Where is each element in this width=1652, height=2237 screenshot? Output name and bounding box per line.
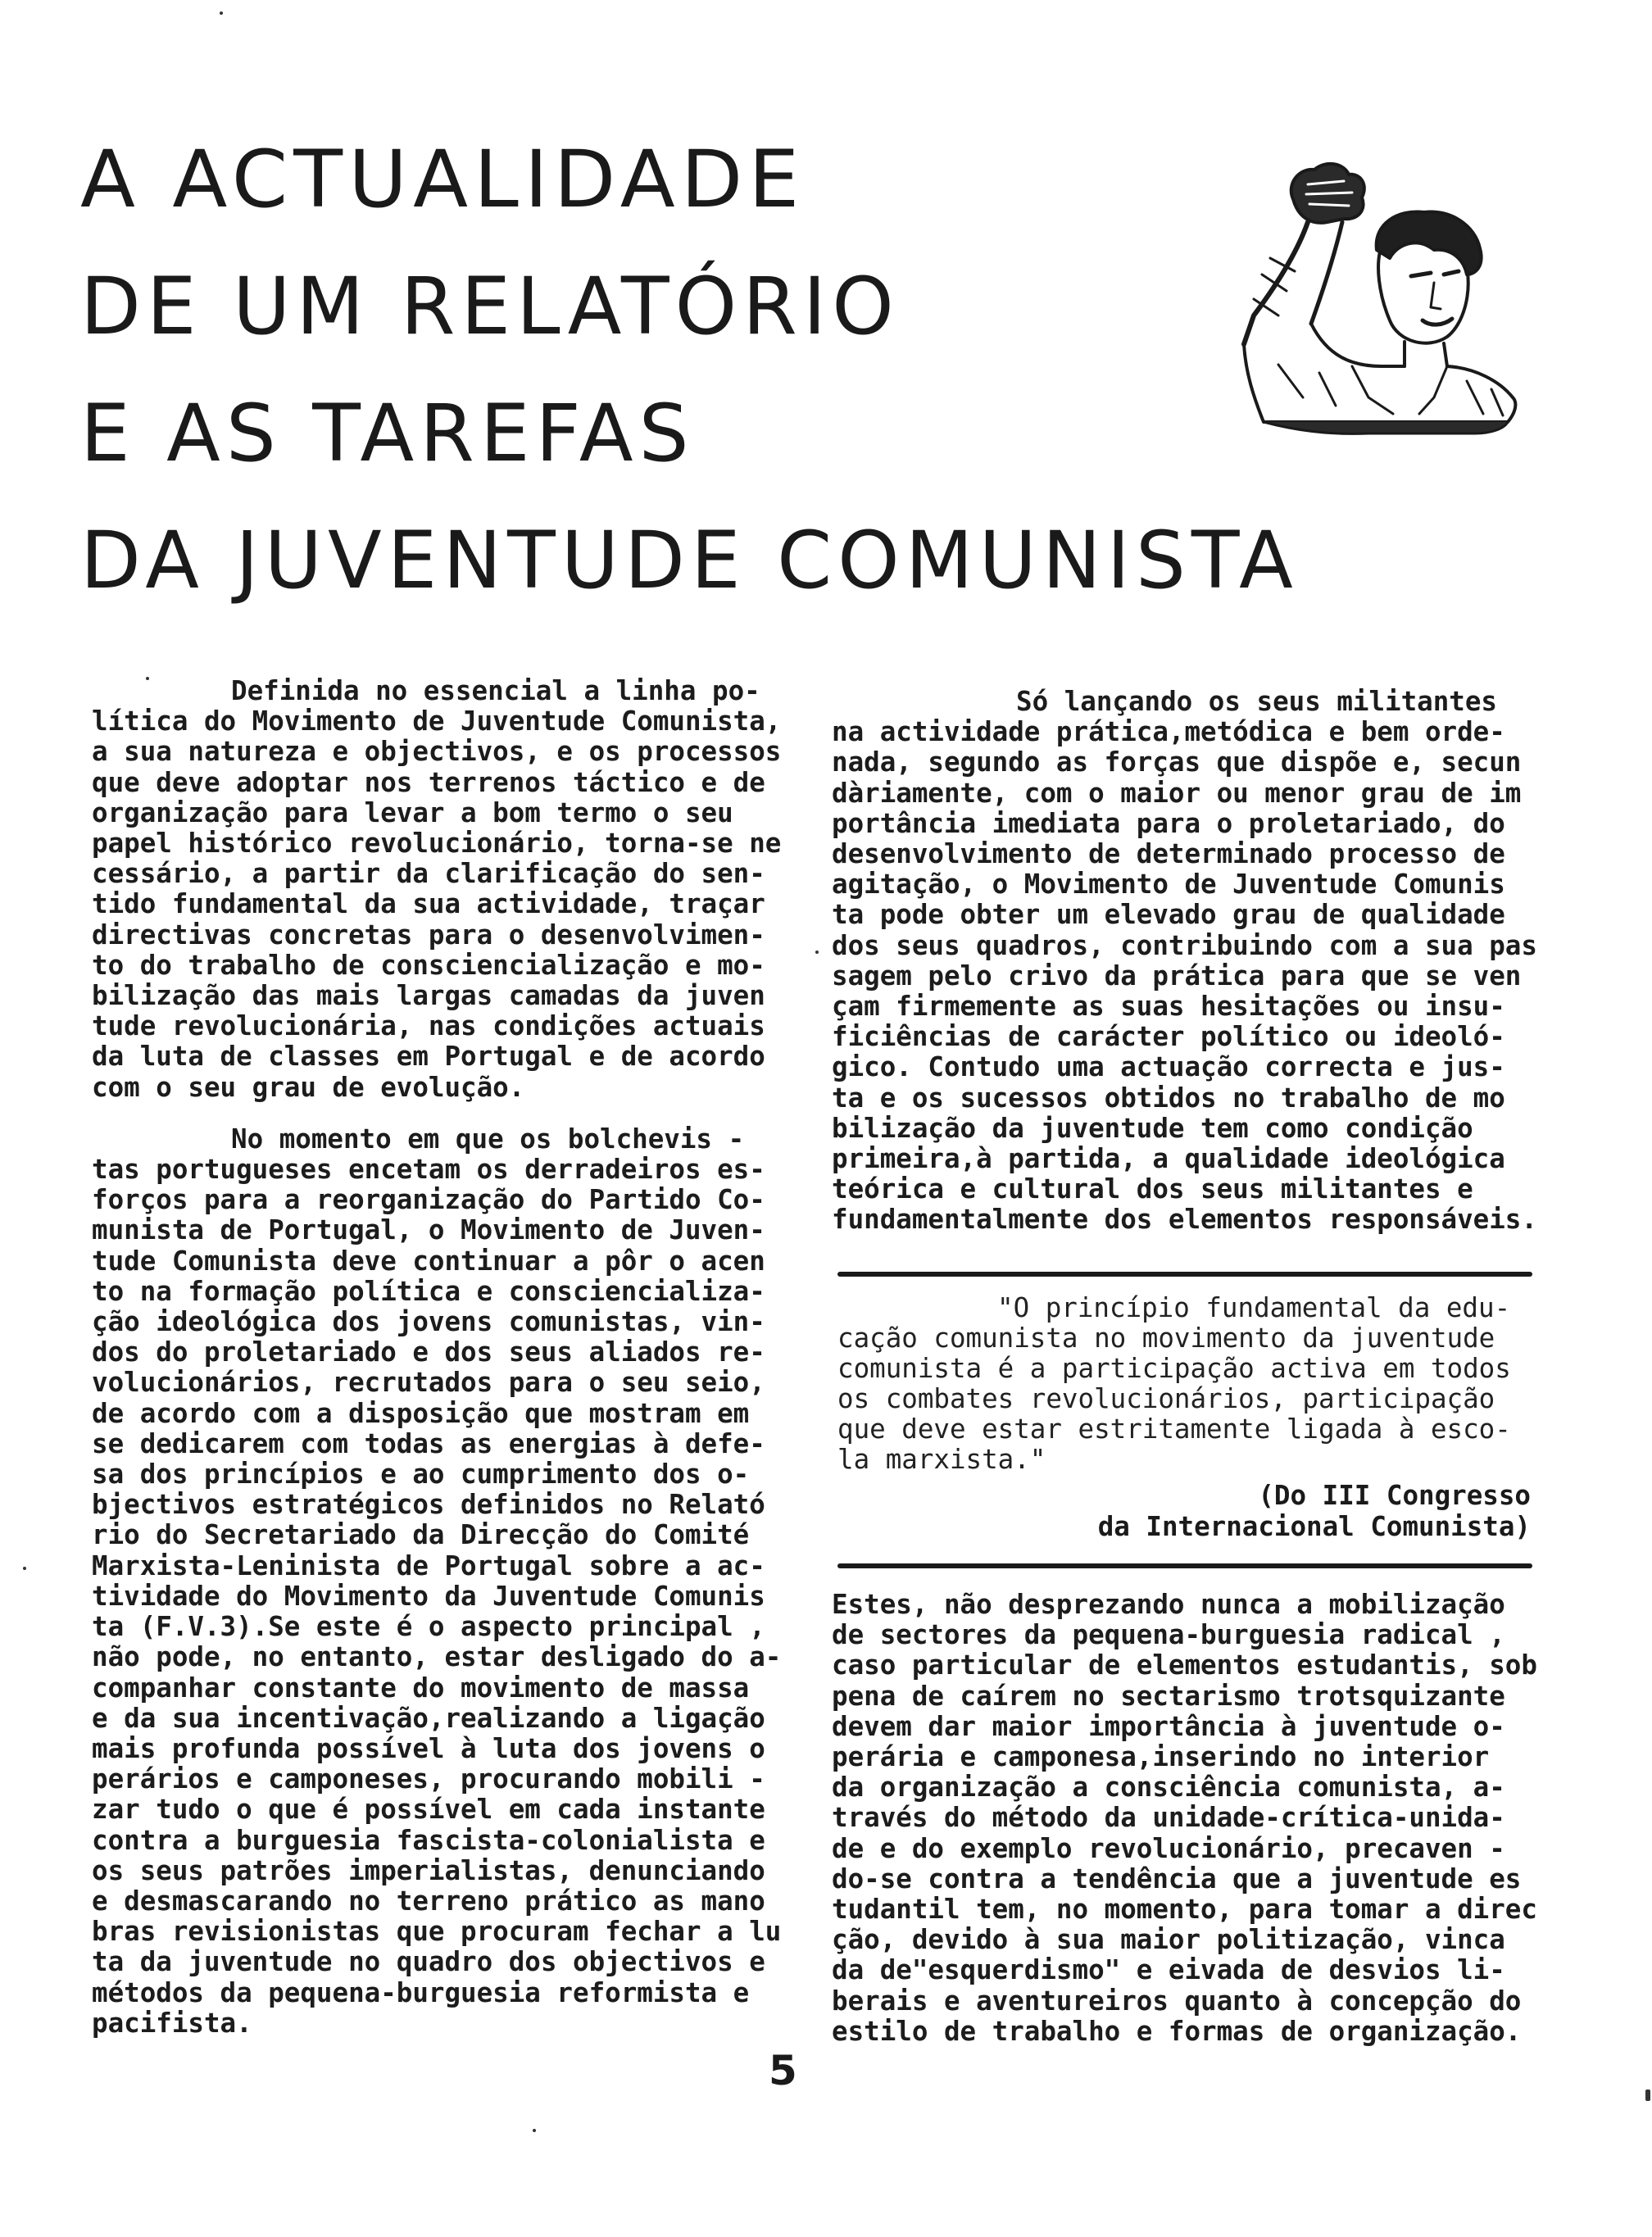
quote-attribution [1098, 1480, 1531, 1542]
title-line-1: A ACTUALIDADE [80, 134, 806, 225]
scan-speck [815, 951, 819, 954]
text-line: çam firmemente as suas hesitações ou insu- [832, 991, 1505, 1023]
text-line: tude revolucionária, nas condições actuais [92, 1010, 765, 1042]
text-line: não pode, no entanto, estar desligado do a- [92, 1641, 782, 1673]
text-line: organização para levar a bom termo o seu [92, 796, 733, 828]
scan-speck [23, 1567, 26, 1570]
text-line: munista de Portugal, o Movimento de Juven- [92, 1214, 765, 1246]
left-paragraph-1 [92, 675, 782, 1103]
title-line-3: E AS TAREFAS [80, 388, 695, 479]
text-line: bras revisionistas que procuram fechar a lu [92, 1916, 782, 1948]
text-line: devem dar maior importância à juventude o- [832, 1710, 1505, 1742]
text-line: rio do Secretariado da Direcção do Comité [92, 1519, 750, 1551]
text-line: bilização da juventude tem como condição [832, 1112, 1473, 1144]
text-line: lítica do Movimento de Juventude Comunista, [92, 706, 782, 737]
text-line: tude Comunista deve continuar a pôr o acen [92, 1245, 765, 1277]
page-number: 5 [769, 2047, 797, 2094]
text-line: e da sua incentivação,realizando a ligação [92, 1702, 765, 1734]
article-title [80, 134, 1408, 647]
text-line: Só lançando os seus militantes [1016, 686, 1497, 717]
text-line: to na formação política e consciencializa- [92, 1275, 765, 1307]
divider-rule-top [837, 1272, 1532, 1277]
text-line: da organização a consciência comunista, a- [832, 1772, 1505, 1804]
scan-speck [533, 2129, 536, 2132]
text-line: directivas concretas para o desenvolvimen- [92, 919, 765, 951]
title-line-4: DA JUVENTUDE COMUNISTA [80, 515, 1299, 606]
quote-line: os combates revolucionários, participação [837, 1383, 1495, 1414]
text-line: teórica e cultural dos seus militantes e [832, 1173, 1473, 1205]
scan-speck [146, 677, 149, 680]
text-line: de e do exemplo revolucionário, precaven - [832, 1832, 1505, 1864]
quote-line: cação comunista no movimento da juventude [837, 1323, 1495, 1354]
text-line: ta (F.V.3).Se este é o aspecto principal , [92, 1611, 765, 1643]
text-line: tudantil tem, no momento, para tomar a direc [832, 1894, 1537, 1926]
text-line: ta pode obter um elevado grau de qualidade [832, 899, 1505, 931]
right-paragraph-2 [832, 1590, 1537, 2047]
text-line: primeira,à partida, a qualidade ideológica [832, 1143, 1505, 1175]
text-line: agitação, o Movimento de Juventude Comunis [832, 869, 1505, 901]
attribution-line: (Do III Congresso [1258, 1480, 1531, 1511]
text-line: se dedicarem com todas as energias à defe- [92, 1427, 765, 1459]
text-line: caso particular de elementos estudantis, sob [832, 1649, 1537, 1681]
text-line: fundamentalmente dos elementos responsáveis. [832, 1204, 1537, 1236]
text-line: que deve adoptar nos terrenos táctico e de [92, 766, 765, 798]
text-line: sa dos princípios e ao cumprimento dos o- [92, 1459, 750, 1491]
quote-line: la marxista." [837, 1444, 1046, 1475]
text-line: to do trabalho de consciencialização e mo- [92, 949, 765, 981]
text-line: métodos da pequena-burguesia reformista e [92, 1976, 750, 2008]
text-line: a sua natureza e objectivos, e os processos [92, 736, 782, 768]
right-column-top [832, 687, 1536, 1236]
text-line: do-se contra a tendência que a juventude es [832, 1863, 1522, 1894]
text-line: dàriamente, com o maior ou menor grau de im [832, 777, 1522, 809]
quote-line: que deve estar estritamente ligada à esco- [837, 1413, 1511, 1445]
text-line: tividade do Movimento da Juventude Comunis [92, 1580, 765, 1612]
text-line: companhar constante do movimento de massa [92, 1672, 750, 1704]
text-line: com o seu grau de evolução. [92, 1071, 525, 1103]
text-line: mais profunda possível à luta dos jovens o [92, 1732, 765, 1764]
text-line: pena de caírem no sectarismo trotsquizante [832, 1680, 1505, 1712]
raised-fist-illustration [1229, 152, 1524, 455]
text-line: da luta de classes em Portugal e de acordo [92, 1041, 765, 1073]
text-line: Marxista-Leninista de Portugal sobre a ac- [92, 1550, 765, 1581]
right-column-bottom [832, 1590, 1537, 2047]
text-line: os seus patrões imperialistas, denunciando [92, 1854, 765, 1886]
text-line: través do método da unidade-crítica-unida- [832, 1802, 1505, 1834]
text-line: bilização das mais largas camadas da juven [92, 980, 765, 1012]
text-line: tido fundamental da sua actividade, traçar [92, 888, 765, 920]
scan-speck [1645, 2090, 1650, 2101]
quote-line: "O princípio fundamental da edu- [997, 1292, 1511, 1323]
text-line: ção ideológica dos jovens comunistas, vin- [92, 1306, 765, 1338]
title-line-2: DE UM RELATÓRIO [80, 261, 900, 352]
text-line: ficiências de carácter político ou ideoló- [832, 1021, 1505, 1053]
text-line: na actividade prática,metódica e bem orde- [832, 716, 1505, 748]
left-column [92, 675, 782, 2039]
text-line: perária e camponesa,inserindo no interior [832, 1741, 1490, 1773]
text-line: tas portugueses encetam os derradeiros es- [92, 1154, 765, 1186]
text-line: ção, devido à sua maior politização, vinca [832, 1924, 1505, 1956]
divider-rule-bottom [837, 1563, 1532, 1568]
text-line: cessário, a partir da clarificação do sen- [92, 858, 765, 890]
text-line: de acordo com a disposição que mostram em [92, 1397, 750, 1429]
text-line: zar tudo o que é possível em cada instante [92, 1794, 765, 1826]
text-line: dos do proletariado e dos seus aliados re- [92, 1336, 765, 1368]
text-line: de sectores da pequena-burguesia radical , [832, 1619, 1505, 1651]
text-line: dos seus quadros, contribuindo com a sua pas [832, 929, 1537, 961]
text-line: papel histórico revolucionário, torna-se ne [92, 828, 782, 860]
left-paragraph-2 [92, 1123, 782, 2039]
text-line: forços para a reorganização do Partido Co- [92, 1184, 765, 1216]
attribution-line: da Internacional Comunista) [1097, 1511, 1531, 1542]
scan-speck [220, 11, 223, 15]
text-line: berais e aventureiros quanto à concepção do [832, 1985, 1522, 2017]
text-line: portância imediata para o proletariado, do [832, 807, 1505, 839]
text-line: nada, segundo as forças que dispõe e, secun [832, 746, 1522, 778]
text-line: e desmascarando no terreno prático as mano [92, 1885, 765, 1917]
text-line: No momento em que os bolchevis - [231, 1123, 745, 1155]
text-line: gico. Contudo uma actuação correcta e jus- [832, 1051, 1505, 1083]
text-line: Estes, não desprezando nunca a mobilização [832, 1589, 1505, 1620]
quote-line: comunista é a participação activa em todos [837, 1353, 1511, 1384]
right-paragraph-1 [832, 687, 1536, 1236]
text-line: pacifista. [92, 2007, 252, 2039]
text-line: estilo de trabalho e formas de organização. [832, 2015, 1522, 2047]
quotation-block [837, 1293, 1542, 1475]
text-line: ta da juventude no quadro dos objectivos e [92, 1946, 765, 1978]
text-line: Definida no essencial a linha po- [231, 675, 760, 706]
text-line: contra a burguesia fascista-colonialista e [92, 1824, 765, 1856]
text-line: sagem pelo crivo da prática para que se ven [832, 960, 1522, 991]
text-line: ta e os sucessos obtidos no trabalho de mo [832, 1082, 1505, 1114]
text-line: volucionários, recrutados para o seu seio, [92, 1367, 765, 1399]
text-line: perários e camponeses, procurando mobili - [92, 1763, 765, 1795]
text-line: desenvolvimento de determinado processo de [832, 838, 1505, 870]
text-line: da de"esquerdismo" e eivada de desvios li- [832, 1954, 1505, 1986]
text-line: bjectivos estratégicos definidos no Relató [92, 1489, 765, 1521]
